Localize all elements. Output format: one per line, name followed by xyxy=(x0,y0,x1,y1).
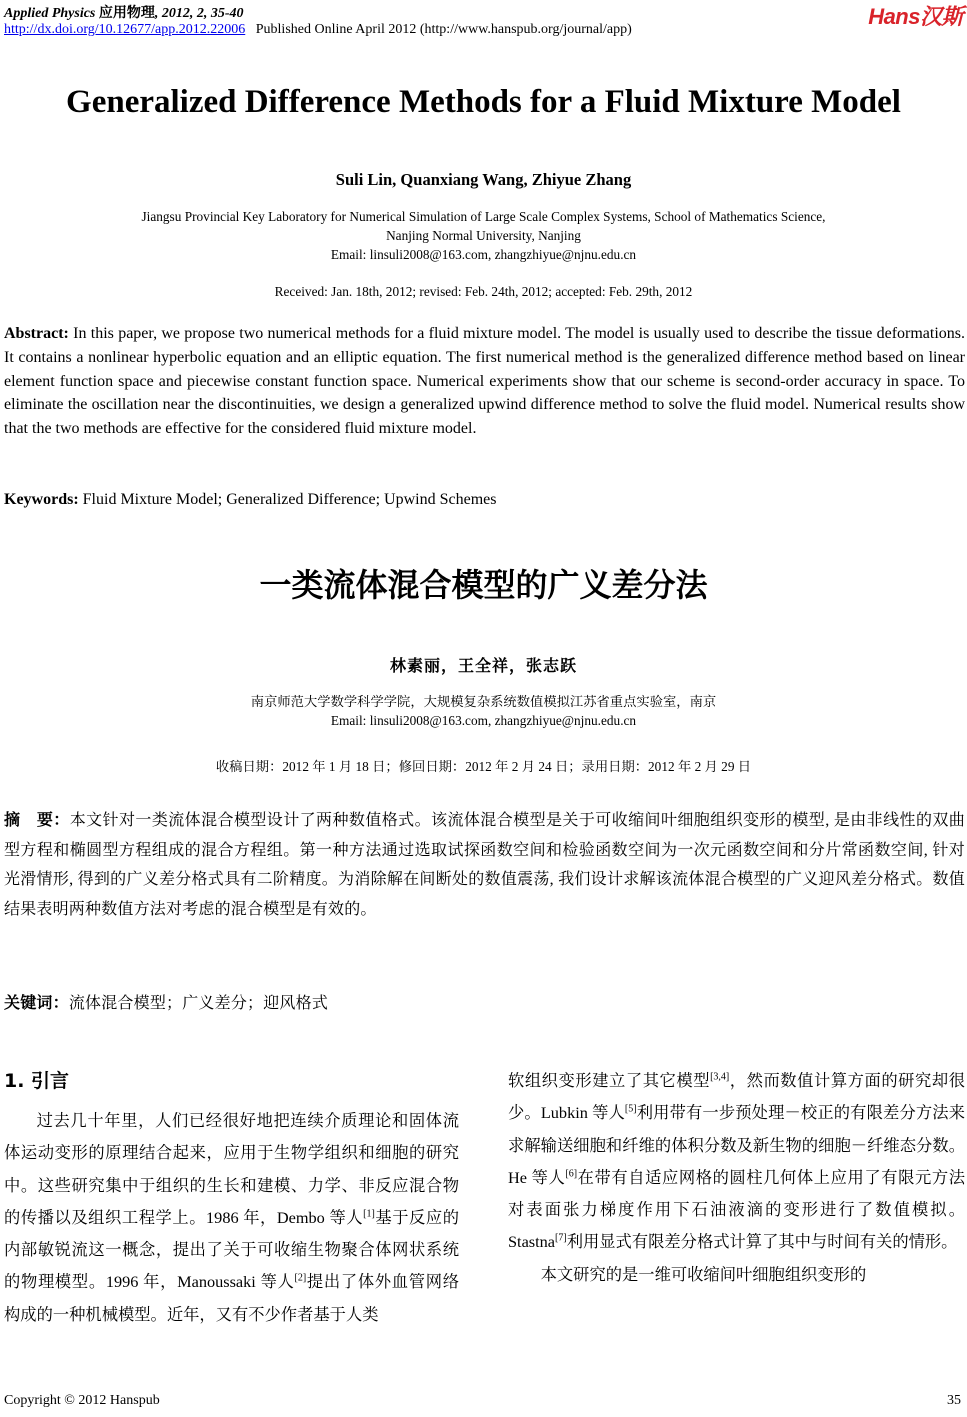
keywords-text-en: Fluid Mixture Model; Generalized Difference; Upwind Schemes xyxy=(82,491,497,508)
received-cn: 收稿日期：2012 年 1 月 18 日；修回日期：2012 年 2 月 24 日；录用日期：2012 年 2 月 29 日 xyxy=(215,759,752,774)
abstract-label-en: Abstract: xyxy=(4,325,69,342)
abstract-label-cn: 摘 要： xyxy=(4,810,70,829)
citation-7[interactable]: [7] xyxy=(555,1233,567,1245)
intro-text-8: 利用显式有限差分格式计算了其中与时间有关的情形。 xyxy=(566,1232,958,1252)
intro-right-paragraph-2: 本文研究的是一维可收缩间叶细胞组织变形的 xyxy=(540,1264,867,1284)
intro-text-1: 过去几十年里，人们已经很好地把连续介质理论和固体流体运动变形的原理结合起来，应用于生物学组织和细胞的研究中。这些研究集中于组织的生长和建模、力学、非反应混合物的传播以及组织工程学上。1986 年，Dembo 等人 xyxy=(4,1111,459,1227)
intro-right-column xyxy=(508,1065,965,1291)
email-en: Email: linsuli2008@163.com, zhangzhiyue@njnu.edu.cn xyxy=(330,247,637,262)
keywords-en xyxy=(4,488,965,512)
journal-name-cn: 应用物理 xyxy=(98,6,155,21)
volume-info: , 2012, 2, 35-40 xyxy=(154,6,244,21)
abstract-cn xyxy=(4,805,965,924)
email-cn: Email: linsuli2008@163.com, zhangzhiyue@njnu.edu.cn xyxy=(330,713,637,728)
citation-2[interactable]: [2] xyxy=(294,1273,307,1285)
intro-text-4: 软组织变形建立了其它模型 xyxy=(508,1071,711,1090)
keywords-label-en: Keywords: xyxy=(4,491,79,508)
keywords-text-cn: 流体混合模型；广义差分；迎风格式 xyxy=(68,995,329,1012)
affiliation-en xyxy=(0,207,967,264)
affiliation-en-line1: Jiangsu Provincial Key Laboratory for Numerical Simulation of Large Scale Complex Systems, School of Mathematics Science, xyxy=(141,209,826,224)
intro-text-7: 在带有自适应网格的圆柱几何体上应用了有限元方法对表面张力梯度作用下石油液滴的变形进行了数值模拟。Stastna xyxy=(508,1167,965,1252)
doi-link[interactable]: http://dx.doi.org/10.12677/app.2012.22006 xyxy=(4,22,246,37)
citation-3-4[interactable]: [3,4] xyxy=(710,1071,730,1083)
received-en: Received: Jan. 18th, 2012; revised: Feb. 24th, 2012; accepted: Feb. 29th, 2012 xyxy=(274,284,693,299)
intro-text-6: 利用带有一步预处理－校正的有限差分方法来求解输送细胞和纤维的体积分数及新生物的细胞－纤维态分数。He 等人 xyxy=(508,1103,965,1187)
title-en: Generalized Difference Methods for a Fluid Mixture Model xyxy=(66,84,901,120)
intro-right-paragraph-1 xyxy=(508,1065,965,1259)
doi-line xyxy=(4,22,632,38)
abstract-en xyxy=(4,322,965,441)
keywords-cn xyxy=(4,988,965,1019)
keywords-label-cn: 关键词： xyxy=(4,993,69,1012)
hans-logo: Hans汉斯 xyxy=(868,4,963,29)
citation-1[interactable]: [1] xyxy=(363,1208,375,1220)
page-number: 35 xyxy=(947,1393,961,1408)
abstract-text-cn: 本文针对一类流体混合模型设计了两种数值格式。该流体混合模型是关于可收缩间叶细胞组织变形的模型, 是由非线性的双曲型方程和椭圆型方程组成的混合方程组。第一种方法通过选取试探函数空间和检验函数空间为一次元函数空间和分片常函数空间, 针对光滑情形, 得到的广义差分格式具有二阶精度。为消除解在间断处的数值震荡, 我们设计求解该流体混合模型的广义迎风差分格式。数值结果表明两种数值方法对考虑的混合模型是有效的。 xyxy=(4,812,965,918)
journal-header xyxy=(4,2,244,22)
journal-name-en: Applied Physics xyxy=(4,6,96,21)
intro-left-column xyxy=(4,1105,459,1331)
published-online: Published Online April 2012 (http://www.hanspub.org/journal/app) xyxy=(255,22,632,37)
title-cn: 一类流体混合模型的广义差分法 xyxy=(259,566,708,604)
abstract-text-en: In this paper, we propose two numerical methods for a fluid mixture model. The model is usually used to describe the tissue deformations. It contains a nonlinear hyperbolic equation and an elliptic equation. The first numerical method is the generalized difference method based on linear element function space and piecewise constant function space. Numerical experiments show that our scheme is second-order accuracy in space. To eliminate the oscillation near the discontinuities, we design a generalized upwind difference method to solve the fluid model. Numerical results show that the two methods are effective for the considered fluid mixture model. xyxy=(4,325,966,438)
intro-text-2: 基于反应的内部敏锐流这一概念，提出了关于可收缩生物聚合体网状系统的物理模型。1996 年，Manoussaki 等人 xyxy=(4,1207,459,1292)
affiliation-cn xyxy=(0,692,967,730)
section-heading: 1. 引言 xyxy=(4,1070,70,1092)
affiliation-cn-line: 南京师范大学数学科学学院，大规模复杂系统数值模拟江苏省重点实验室，南京 xyxy=(250,694,717,709)
intro-text-3: 提出了体外血管网络构成的一种机械模型。近年，又有不少作者基于人类 xyxy=(4,1272,459,1324)
citation-5[interactable]: [5] xyxy=(624,1103,637,1115)
citation-6[interactable]: [6] xyxy=(565,1168,578,1180)
intro-text-5: ，然而数值计算方面的研究却很少。Lubkin 等人 xyxy=(508,1071,965,1123)
authors-cn: 林素丽，王全祥，张志跃 xyxy=(389,658,577,675)
affiliation-en-line2: Nanjing Normal University, Nanjing xyxy=(386,228,581,243)
authors-en: Suli Lin, Quanxiang Wang, Zhiyue Zhang xyxy=(335,170,632,189)
footer-copyright: Copyright © 2012 Hanspub xyxy=(4,1393,160,1408)
